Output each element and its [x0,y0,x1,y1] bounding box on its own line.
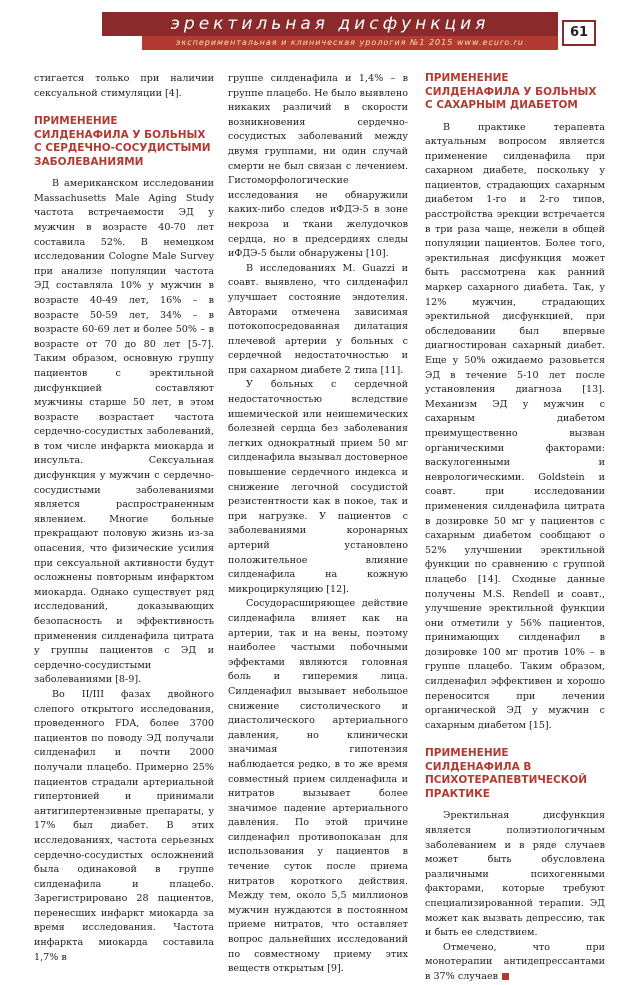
paragraph: В исследованиях M. Guazzi и соавт. выявлено, что силденафил улучшает состояние эндотелия. Авторами отмечена зависимая потокопосредованная дилатация плечевой артерии у больных с сердечной недостаточностью и при сахарном диабете 2 типа [11]. [228,262,408,376]
paragraph: стигается только при наличии сексуальной стимуляции [4]. [34,73,214,99]
paragraph-text: Отмечено, что при монотерапии антидепрессантами в 37% случаев [425,941,605,982]
section-heading-cardiovascular: ПРИМЕНЕНИЕ СИЛДЕНАФИЛА У БОЛЬНЫХ С СЕРДЕЧНО-СОСУДИСТЫМИ ЗАБОЛЕВАНИЯМИ [34,115,211,168]
paragraph: В практике терапевта актуальным вопросом является применение силденафила при сахарном диабете, поскольку у пациентов, страдающих сахарным диабетом 1-го и 2-го типов, расстройства эрекции встречается в три раза чаще, нежели в общей популяции пациентов. Более того, эректильная дисфункция может быть рассмотрена как ранний маркер сахарного диабета. Так, у 12% мужчин, страдающих эректильной дисфункцией, при обследовании был впервые диагностирован сахарный диабет. Еще у 50% ожидаемо разовьется ЭД в течение 5-10 лет после установления диагноза [13]. Механизм ЭД у мужчин с сахарным диабетом преимущественно вызван органическими факторами: васкулогенными и неврологическими. Goldstein и соавт. при исследовании применения силденафила цитрата в дозировке 50 мг у пациентов с сахарным диабетом сообщают о 52% улучшении эректильной функции по сравнению с группой плацебо [14]. Сходные данные получены M.S. Rendell и соавт., улучшение эректильной функции они отметили у 56% пациентов, принимающих силденафил в дозировке 100 мг против 10% – в группе плацебо. Таким образом, силденафил эффективен и хорошо переносится при лечении органической ЭД у мужчин с сахарным диабетом [15]. [425,121,605,731]
running-header [102,12,598,50]
continue-marker-icon [502,973,509,980]
journal-section-title: эректильная дисфункция [102,12,558,36]
paragraph-last [425,941,605,985]
column-1 [34,72,214,965]
section-heading-psychotherapy: ПРИМЕНЕНИЕ СИЛДЕНАФИЛА В ПСИХОТЕРАПЕВТИЧЕСКОЙ ПРАКТИКЕ [425,747,588,800]
page-number: 61 [562,20,596,46]
paragraph: У больных с сердечной недостаточностью вследствие ишемической или неишемических болезней сердца без заболевания легких однократный прием 50 мг силденафила вызывал достоверное повышение сердечного индекса и снижение легочной сосудистой резистентности как в покое, так и при нагрузке. У пациентов с заболеваниями коронарных артерий установлено положительное влияние силденафила на кожную микроциркуляцию [12]. [228,379,408,595]
paragraph: Эректильная дисфункция является полиэтиологичным заболеванием и в ряде случаев может быть обусловлена различными психогенными факторами, которые требуют специализированной терапии. ЭД может как вызвать депрессию, так и быть ее следствием. [425,810,605,939]
paragraph: Сосудорасширяющее действие силденафила влияет как на артерии, так и на вены, поэтому наиболее частыми побочными эффектами являются головная боль и гиперемия лица. Силденафил вызывает небольшое снижение систолического и диастолического артериального давления, но клинически значимая гипотензия наблюдается редко, в то же время совместный прием силденафила и нитратов вызывает более значимое падение артериального давления. По этой причине силденафил противопоказан для использования у пациентов в течение суток после приема нитратов короткого действия. Между тем, около 5,5 миллионов мужчин нуждаются в постоянном приеме нитратов, что оставляет вопрос дальнейших исследований по совместному приему этих веществ открытым [9]. [228,598,408,975]
journal-issue-line: экспериментальная и клиническая урология №1 2015 www.ecuro.ru [142,36,558,50]
paragraph: В американском исследовании Massachusetts Male Aging Study частота встречаемости ЭД у мужчин в возрасте 40-70 лет составила 52%. В немецком исследовании Cologne Male Survey при анализе популяции частота ЭД составляла 10% у мужчин в возрасте 40-49 лет, 16% – в возрасте 50-59 лет, 34% – в возрасте 60-69 лет и более 50% – в возрасте от 70 до 80 лет [5-7]. Таким образом, основную группу пациентов с эректильной дисфункцией составляют мужчины старше 50 лет, в этом возрасте возрастает частота сердечно-сосудистых заболеваний, в том числе инфаркта миокарда и инсульта. Сексуальная дисфункция у мужчин с сердечно-сосудистыми заболеваниями является распространенным явлением. Многие больные прекращают половую жизнь из-за опасения, что физические усилия при сексуальной активности будут осложнены повторным инфарктом миокарда. Однако существует ряд исследований, доказывающих безопасность и эффективность применения силденафила цитрата у группы пациентов с ЭД и сердечно-сосудистыми заболеваниями [8-9]. [34,178,214,686]
paragraph: группе силденафила и 1,4% – в группе плацебо. Не было выявлено никаких различий в скорости возникновения сердечно-сосудистых заболеваний между двумя группами, ни один случай смерти не был связан с лечением. Гистоморфологические исследования не обнаружили каких-либо следов иФДЭ-5 в зоне некроза и ткани желудочков сердца, но в предсердиях следы иФДЭ-5 были обнаружены [10]. [228,73,408,260]
column-2 [228,72,408,977]
column-3 [425,72,605,985]
paragraph: Во II/III фазах двойного слепого открытого исследования, проведенного FDA, более 3700 пациентов по поводу ЭД получали силденафил и почти 2000 получали плацебо. Примерно 25% пациентов страдали артериальной гипертонией и принимали антигипертензивные препараты, у 17% был диабет. В этих исследованиях, частота серьезных сердечно-сосудистых осложнений была одинаковой в группе силденафила и плацебо. Зарегистрировано 28 пациентов, перенесших инфаркт миокарда за время исследования. Частота инфаркта миокарда составила 1,7% в [34,688,214,963]
section-heading-diabetes: ПРИМЕНЕНИЕ СИЛДЕНАФИЛА У БОЛЬНЫХ С САХАРНЫМ ДИАБЕТОМ [425,72,597,111]
